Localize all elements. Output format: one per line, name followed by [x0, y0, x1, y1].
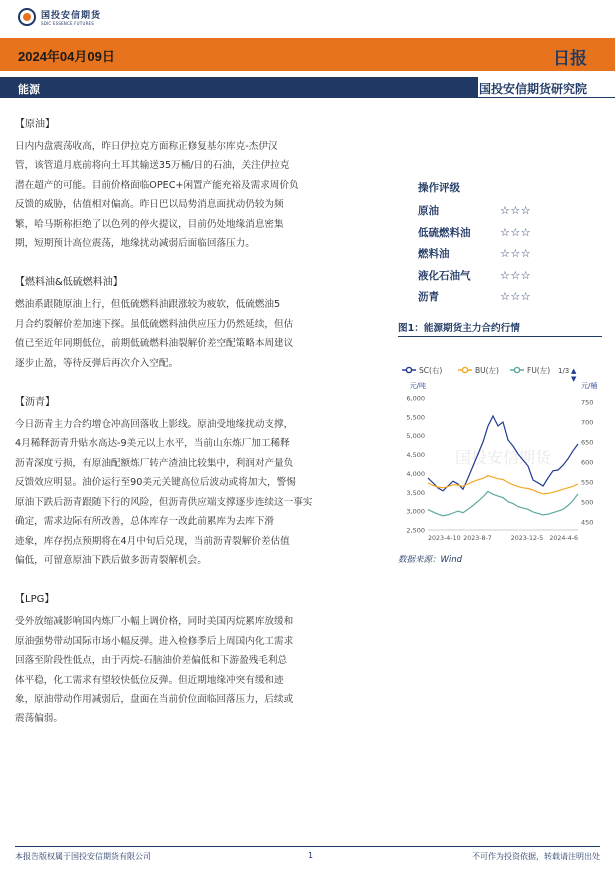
rating-row [418, 265, 568, 287]
section-title: 【LPG】 [15, 594, 55, 606]
left-axis-unit: 元/吨 [409, 382, 426, 390]
report-date: 2024年04月09日 [18, 49, 115, 64]
left-tick-label: 3,500 [406, 488, 425, 497]
logo-mark-icon [18, 8, 36, 26]
text-line: 震荡偏弱。 [15, 713, 63, 725]
right-tick-label: 550 [581, 478, 594, 487]
text-line: 偏低，可留意原油下跌后做多沥青裂解机会。 [15, 554, 207, 566]
data-source: 数据来源：Wind [398, 555, 463, 565]
rating-row [418, 222, 568, 244]
rating-row [418, 286, 568, 308]
right-tick-label: 650 [581, 438, 594, 447]
left-tick-label: 2,500 [406, 526, 425, 535]
text-line: 反馈的威胁，估值相对偏高。昨日巴以局势消息面扰动仍较为频 [15, 199, 284, 211]
footer-disclaimer: 不可作为投资依据，转载请注明出处 [472, 852, 600, 861]
rating-row [418, 200, 568, 222]
right-axis-unit: 元/桶 [581, 382, 598, 390]
legend-arrow-icon: ▲ [571, 367, 577, 375]
commentary-column [15, 118, 389, 729]
text-line: 原油强势带动国际市场小幅反弹。进入检修季后上周国内化工需求 [15, 635, 294, 647]
logo-en-text: SDIC ESSENCE FUTURES [41, 21, 95, 26]
legend-label: BU(左) [475, 366, 499, 375]
text-line: 今日沥青主力合约增仓冲高回落收上影线。原油受地缘扰动支撑， [15, 419, 294, 431]
header-blue-band [0, 77, 478, 98]
right-tick-label: 700 [581, 418, 594, 427]
legend-label: FU(左) [527, 366, 551, 375]
watermark: 国投安信期货 [454, 448, 552, 467]
series-line-bu [428, 476, 578, 494]
report-type: 日报 [553, 49, 587, 69]
sector-label: 能源 [18, 83, 40, 96]
text-line: 受外放缩减影响国内炼厂小幅上调价格，同时美国丙烷累库放缓和 [15, 616, 294, 628]
right-tick-label: 600 [581, 458, 594, 467]
right-tick-label: 500 [581, 498, 594, 507]
text-line: 管，该管道月底前将向土耳其输送35万桶/日的石油，关注伊拉克 [15, 160, 290, 172]
text-line: 期，短期预计高位震荡，地缘扰动减弱后面临回落压力。 [15, 238, 255, 250]
legend-marker [514, 367, 519, 372]
right-tick-label: 450 [581, 518, 594, 527]
section-fuel-oil [15, 276, 389, 373]
legend-marker [462, 367, 467, 372]
rating-product: 低硫燃料油 [418, 226, 471, 239]
series-line-fu [428, 492, 578, 516]
section-body [15, 295, 389, 373]
text-line: 逐步止盈，等待反弹后再次介入空配。 [15, 357, 179, 369]
text-line: 迹象，库存拐点预期将在4月中旬后兑现，当前沥青裂解价差估值 [15, 535, 290, 547]
star-rating-icon: ☆☆☆ [500, 225, 532, 239]
x-tick-label: 2023-4-10 [428, 535, 461, 542]
section-bitumen [15, 396, 389, 570]
rating-title: 操作评级 [418, 182, 460, 194]
text-line: 月合约裂解价差加速下探。虽低硫燃料油供应压力仍然延续，但估 [15, 318, 294, 330]
x-tick-label: 2023-12-5 [510, 535, 544, 542]
figure-divider [398, 336, 602, 337]
legend-arrow-icon: ▼ [571, 375, 577, 383]
section-title: 【原油】 [15, 119, 55, 130]
star-rating-icon: ☆☆☆ [500, 204, 532, 218]
right-tick-label: 750 [581, 398, 594, 407]
left-tick-label: 4,500 [406, 451, 425, 460]
text-line: 潜在超产的可能。目前价格面临OPEC+闲置产能充裕及需求周价负 [15, 179, 299, 191]
company-logo [18, 8, 101, 26]
section-title: 【沥青】 [15, 397, 55, 409]
text-line: 沥青深度亏损，有原油配额炼厂转产渣油比较集中，利润对产量负 [15, 457, 294, 469]
text-line: 象，原油带动作用减弱后，盘面在当前价位面临回落压力，后续或 [15, 693, 294, 705]
text-line: 确定，需求边际有所改善，总体库存一改此前累库为去库下滑 [15, 516, 275, 528]
star-rating-icon: ☆☆☆ [500, 247, 532, 261]
section-lpg [15, 593, 389, 728]
rating-product: 液化石油气 [418, 269, 471, 282]
section-body [15, 137, 389, 253]
footer-copyright: 本报告版权属于国投安信期货有限公司 [15, 852, 151, 861]
rating-row [418, 243, 568, 265]
energy-futures-chart [398, 358, 608, 543]
left-tick-label: 6,000 [406, 394, 425, 403]
text-line: 日内内盘震荡收高，昨日伊拉克方面称正修复基尔库克-杰伊汉 [15, 141, 278, 152]
left-tick-label: 5,000 [406, 432, 425, 441]
text-line: 原油下跌后沥青跟随下行的风险，但沥青供应端支撑逐步连续这一事实 [15, 496, 313, 508]
star-rating-icon: ☆☆☆ [500, 290, 532, 304]
section-crude [15, 118, 389, 253]
text-line: 繁，哈马斯称拒绝了以色列的停火提议，目前仍处地缘消息密集 [15, 218, 284, 230]
institute-name: 国投安信期货研究院 [478, 82, 587, 96]
rating-product: 沥青 [418, 291, 439, 304]
x-tick-label: 2023-8-7 [463, 535, 492, 542]
left-tick-label: 4,000 [406, 469, 425, 478]
text-line: 燃油系跟随原油上行，但低硫燃料油跟涨较为疲软，低硫燃油5 [15, 299, 281, 311]
text-line: 回落至阶段性低点，由于丙烷-石脑油价差偏低和下游盈残毛利总 [15, 655, 288, 667]
section-body [15, 612, 389, 728]
text-line: 反馈效应明显。油价运行至90美元关键高位后波动或将加大，警惕 [15, 477, 296, 489]
text-line: 值已至近年同期低位，前期低硫燃料油裂解价差空配策略本周建议 [15, 338, 294, 350]
x-tick-label: 2024-4-6 [549, 535, 578, 542]
legend-page: 1/3 [558, 367, 570, 375]
left-tick-label: 3,000 [406, 507, 425, 516]
header-divider [478, 97, 615, 98]
logo-cn-text: 国投安信期货 [41, 11, 102, 21]
star-rating-icon: ☆☆☆ [500, 268, 532, 282]
text-line: 4月稀释沥青升贴水高达-9美元以上水平，当前山东炼厂加工稀释 [15, 438, 290, 450]
page-number: 1 [308, 851, 314, 860]
footer-divider [15, 846, 600, 847]
figure-title: 图1：能源期货主力合约行情 [398, 323, 520, 334]
section-body [15, 415, 389, 570]
rating-panel [418, 180, 568, 308]
rating-product: 燃料油 [418, 248, 450, 261]
rating-product: 原油 [418, 205, 439, 218]
legend-label: SC(右) [419, 366, 443, 375]
legend-marker [406, 367, 411, 372]
left-tick-label: 5,500 [406, 413, 425, 422]
text-line: 体平稳，化工需求有望较快低位反弹。但近期地缘冲突有缓和迹 [15, 674, 284, 686]
section-title: 【燃料油&低硫燃料油】 [15, 277, 123, 289]
